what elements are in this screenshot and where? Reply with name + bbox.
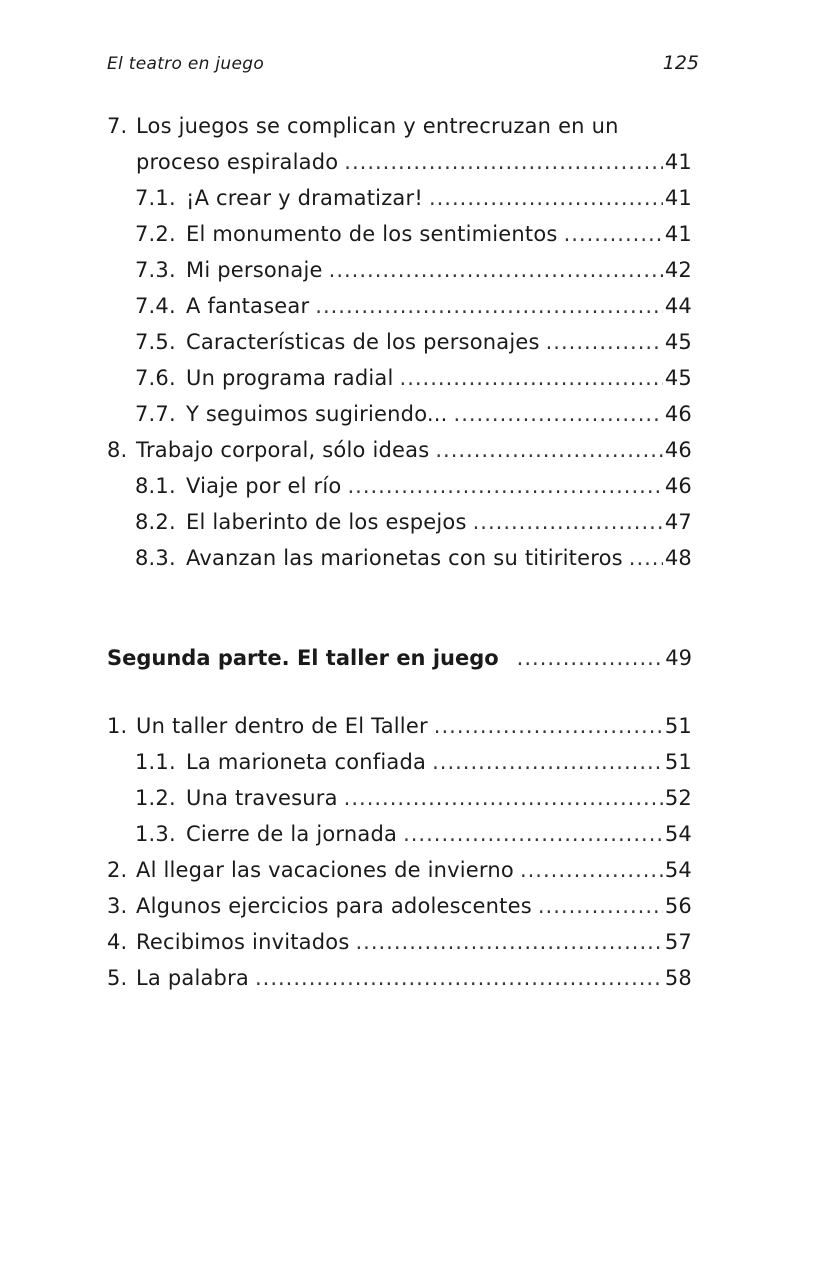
- toc-entry-number: 7.1.: [135, 186, 176, 210]
- dot-leader: [564, 216, 663, 252]
- dot-leader: [315, 288, 663, 324]
- toc-entry-number: 8.3.: [135, 546, 176, 570]
- dot-leader: [344, 780, 663, 816]
- toc-entry-number: 1.3.: [135, 822, 176, 846]
- section-title: Segunda parte. El taller en juego: [107, 646, 499, 670]
- toc-entry: [107, 540, 692, 576]
- toc-entry-number: 8.1.: [135, 474, 176, 498]
- dot-leader: [434, 708, 663, 744]
- dot-leader: [344, 144, 663, 180]
- toc-entry-number: 7.4.: [135, 294, 176, 318]
- toc-entry-number: 7.: [107, 114, 128, 138]
- toc-entry-page: 48: [664, 546, 692, 570]
- toc-entry-title: Al llegar las vacaciones de invierno: [136, 858, 514, 882]
- dot-leader: [429, 180, 663, 216]
- toc-entry: [107, 780, 692, 816]
- dot-leader: [432, 744, 663, 780]
- toc-entry-page: 41: [664, 186, 692, 210]
- toc-entry: [107, 468, 692, 504]
- toc-entry: [107, 816, 692, 852]
- dot-leader: [538, 888, 663, 924]
- toc-entry-number: 7.5.: [135, 330, 176, 354]
- toc-entry-number: 2.: [107, 858, 128, 882]
- toc-entry: [107, 924, 692, 960]
- toc-entry-number: 7.2.: [135, 222, 176, 246]
- toc-entry: [107, 888, 692, 924]
- toc-entry-page: 46: [664, 474, 692, 498]
- toc-entry-page: 47: [664, 510, 692, 534]
- toc-entry-page: 46: [664, 438, 692, 462]
- toc-entry: [107, 360, 692, 396]
- dot-leader: [546, 324, 663, 360]
- toc-entry-number: 3.: [107, 894, 128, 918]
- toc-entry-title: Los juegos se complican y entrecruzan en un: [136, 114, 619, 138]
- toc-entry-number: 1.: [107, 714, 128, 738]
- toc-entry-number: 8.: [107, 438, 128, 462]
- section-heading: [107, 640, 692, 676]
- page-header: [107, 52, 699, 82]
- toc-entry: [107, 180, 692, 216]
- toc-entry-title: A fantasear: [186, 294, 310, 318]
- toc-entry: [107, 432, 692, 468]
- toc-entry-title: Un taller dentro de El Taller: [136, 714, 428, 738]
- toc-entry: [107, 288, 692, 324]
- toc-entry-page: 52: [664, 786, 692, 810]
- toc-entry-page: 46: [664, 402, 692, 426]
- toc-entry-page: 45: [664, 330, 692, 354]
- dot-leader: [520, 852, 663, 888]
- section-page: 49: [665, 646, 692, 670]
- toc-entry-page: 58: [664, 966, 692, 990]
- toc-entry-title: Trabajo corporal, sólo ideas: [136, 438, 430, 462]
- toc-entry-number: 5.: [107, 966, 128, 990]
- toc-entry-title-continued: proceso espiralado: [136, 150, 339, 174]
- dot-leader: [403, 816, 663, 852]
- toc-entry-number: 1.2.: [135, 786, 176, 810]
- toc-entry-title: Mi personaje: [186, 258, 323, 282]
- toc-list-part-two: [107, 708, 692, 996]
- toc-entry-title: El laberinto de los espejos: [186, 510, 467, 534]
- dot-leader: [473, 504, 663, 540]
- toc-entry-title: La marioneta confiada: [186, 750, 427, 774]
- toc-entry-title: ¡A crear y dramatizar!: [186, 186, 423, 210]
- dot-leader: [629, 540, 663, 576]
- dot-leader: [255, 960, 663, 996]
- toc-entry: [107, 324, 692, 360]
- toc-list-part-one: [107, 108, 692, 576]
- toc-entry-number: 7.3.: [135, 258, 176, 282]
- toc-entry: [107, 216, 692, 252]
- toc-entry-title: La palabra: [136, 966, 249, 990]
- toc-entry-title: Recibimos invitados: [136, 930, 350, 954]
- toc-entry-title: Características de los personajes: [186, 330, 540, 354]
- toc-entry-number: 1.1.: [135, 750, 176, 774]
- toc-entry: [107, 396, 692, 432]
- toc-entry: [107, 252, 692, 288]
- toc-entry-number: 4.: [107, 930, 128, 954]
- dot-leader: [347, 468, 662, 504]
- toc-entry-page: 42: [664, 258, 692, 282]
- dot-leader: [454, 396, 663, 432]
- toc-entry-page: 44: [664, 294, 692, 318]
- toc-entry-page: 45: [664, 366, 692, 390]
- toc-entry: [107, 708, 692, 744]
- dot-leader: [435, 432, 663, 468]
- toc-entry-title: Un programa radial: [186, 366, 394, 390]
- toc-entry-page: 56: [664, 894, 692, 918]
- toc-entry: [107, 108, 692, 144]
- toc-entry-page: 41: [664, 150, 692, 174]
- toc-entry-continuation: [107, 144, 692, 180]
- toc-entry-title: Viaje por el río: [186, 474, 342, 498]
- toc-entry-number: 8.2.: [135, 510, 176, 534]
- toc-entry-title: Avanzan las marionetas con su titiriteros: [186, 546, 623, 570]
- toc-entry: [107, 960, 692, 996]
- dot-leader: [329, 252, 663, 288]
- dot-leader: [355, 924, 662, 960]
- toc-entry: [107, 744, 692, 780]
- toc-entry-page: 51: [664, 750, 692, 774]
- toc-entry-page: 57: [664, 930, 692, 954]
- toc-entry-page: 41: [664, 222, 692, 246]
- toc-entry-title: Y seguimos sugiriendo...: [186, 402, 448, 426]
- toc-entry-number: 7.6.: [135, 366, 176, 390]
- toc-entry: [107, 504, 692, 540]
- page-number: 125: [662, 52, 699, 74]
- toc-entry-page: 54: [664, 822, 692, 846]
- toc-entry-title: Algunos ejercicios para adolescentes: [136, 894, 532, 918]
- toc-entry-number: 7.7.: [135, 402, 176, 426]
- toc-entry-title: Cierre de la jornada: [186, 822, 398, 846]
- toc-entry-title: Una travesura: [186, 786, 338, 810]
- toc-entry-title: El monumento de los sentimientos: [186, 222, 558, 246]
- toc-entry-page: 51: [664, 714, 692, 738]
- toc-entry-page: 54: [664, 858, 692, 882]
- running-title: El teatro en juego: [107, 54, 265, 74]
- dot-leader: [517, 640, 664, 676]
- toc-entry: [107, 852, 692, 888]
- dot-leader: [400, 360, 663, 396]
